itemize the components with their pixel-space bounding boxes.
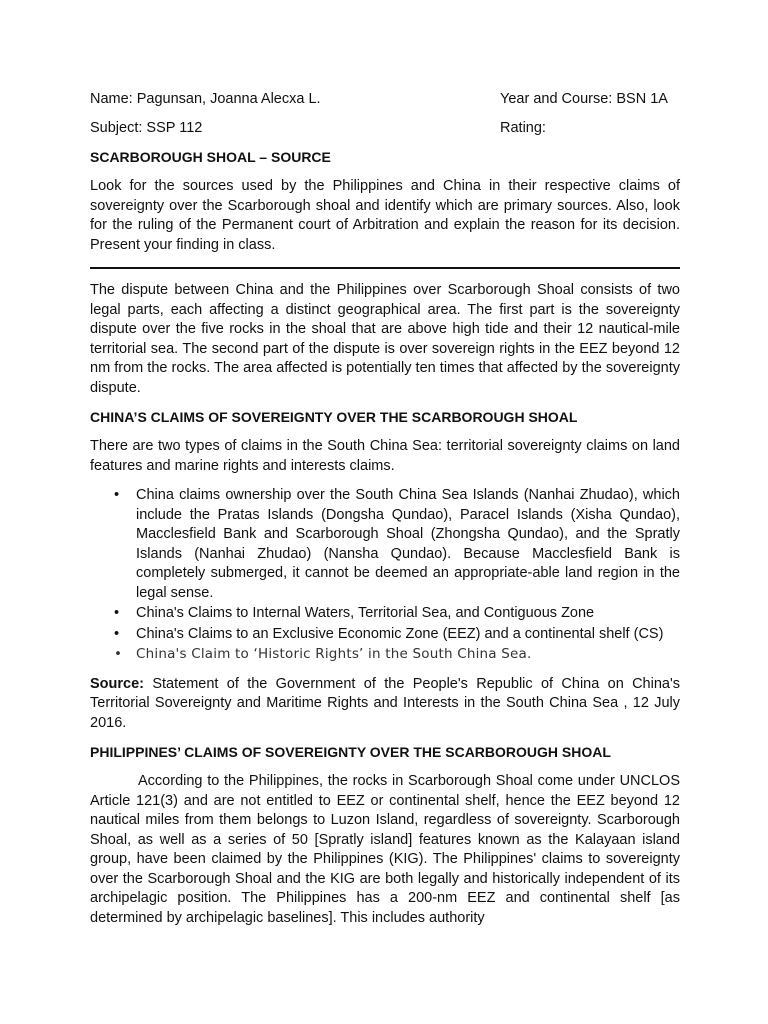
china-intro-paragraph: There are two types of claims in the South China Sea: territorial sovereignty claims on land features and marine rights and interests claims. bbox=[90, 438, 680, 474]
list-item-text: China's Claims to Internal Waters, Territorial Sea, and Contiguous Zone bbox=[136, 605, 595, 621]
china-claims-list bbox=[90, 486, 680, 665]
list-item-text: China claims ownership over the South China Sea Islands (Nanhai Zhudao), which include the Pratas Islands (Dongsha Qundao), Paracel Islands (Xisha Qundao), Macclesfield Bank and Scarborough Shoal (Zhongsha Qundao), and the Spratly Islands (Nanhai Zhudao) (Nansha Qundao). Because Macclesfield Bank is completely submerged, it cannot be deemed an appropriate-able land region in the legal sense. bbox=[136, 487, 680, 601]
header-row-subject bbox=[90, 119, 680, 138]
instructions-paragraph: Look for the sources used by the Philippines and China in their respective claims of sovereignty over the Scarborough shoal and identify which are primary sources. Also, look for the ruling of the Permanent court of Arbitration and explain the reason for its decision. Present your finding in class. bbox=[90, 178, 680, 253]
source-label: Source: bbox=[90, 675, 144, 692]
list-item bbox=[114, 604, 680, 624]
china-section-heading: CHINA’S CLAIMS OF SOVEREIGNTY OVER THE SCARBOROUGH SHOAL bbox=[90, 409, 578, 425]
list-item bbox=[114, 486, 680, 603]
source-text: Statement of the Government of the People's Republic of China on China's Territorial Sovereignty and Maritime Rights and Interests in the South China Sea , 12 July 2016. bbox=[90, 675, 680, 731]
header-row-name bbox=[90, 90, 680, 109]
subject: Subject: SSP 112 bbox=[90, 120, 203, 136]
bullet-icon: • bbox=[114, 605, 120, 621]
list-item-text: China's Claim to ‘Historic Rights’ in the South China Sea. bbox=[136, 646, 532, 662]
list-item bbox=[114, 645, 680, 665]
page-title: SCARBOROUGH SHOAL – SOURCE bbox=[90, 149, 331, 165]
intro-paragraph: The dispute between China and the Philippines over Scarborough Shoal consists of two legal parts, each affecting a distinct geographical area. The first part is the sovereignty dispute over the five rocks in the shoal that are above high tide and their 12 nautical-mile territorial sea. The second part of the dispute is over sovereign rights in the EEZ beyond 12 nm from the rocks. The area affected is potentially ten times that affected by the sovereignty dispute. bbox=[90, 282, 680, 396]
year-course: Year and Course: BSN 1A bbox=[500, 91, 668, 107]
document-page bbox=[90, 90, 680, 938]
rating: Rating: bbox=[500, 120, 546, 136]
list-item-text: China's Claims to an Exclusive Economic Zone (EEZ) and a continental shelf (CS) bbox=[136, 625, 664, 642]
student-name: Name: Pagunsan, Joanna Alecxa L. bbox=[90, 91, 321, 107]
horizontal-divider bbox=[90, 267, 680, 269]
source-paragraph bbox=[90, 675, 680, 734]
philippines-section-heading: PHILIPPINES’ CLAIMS OF SOVEREIGNTY OVER THE SCARBOROUGH SHOAL bbox=[90, 744, 611, 760]
bullet-icon: • bbox=[114, 646, 123, 662]
bullet-icon: • bbox=[114, 625, 120, 642]
list-item bbox=[114, 625, 680, 645]
bullet-icon: • bbox=[114, 487, 120, 503]
philippines-body-paragraph: According to the Philippines, the rocks in Scarborough Shoal come under UNCLOS Article 121(3) and are not entitled to EEZ or continental shelf, hence the EEZ beyond 12 nautical miles from them belongs to Luzon Island, regardless of sovereignty. Scarborough Shoal, as well as a series of 50 [Spratly island] features known as the Kalayaan island group, have been claimed by the Philippines (KIG). The Philippines' claims to sovereignty over the Scarborough Shoal and the KIG are both legally and historically independent of its archipelagic position. The Philippines has a 200-nm EEZ and continental shelf [as determined by archipelagic baselines]. This includes authority bbox=[90, 773, 680, 926]
